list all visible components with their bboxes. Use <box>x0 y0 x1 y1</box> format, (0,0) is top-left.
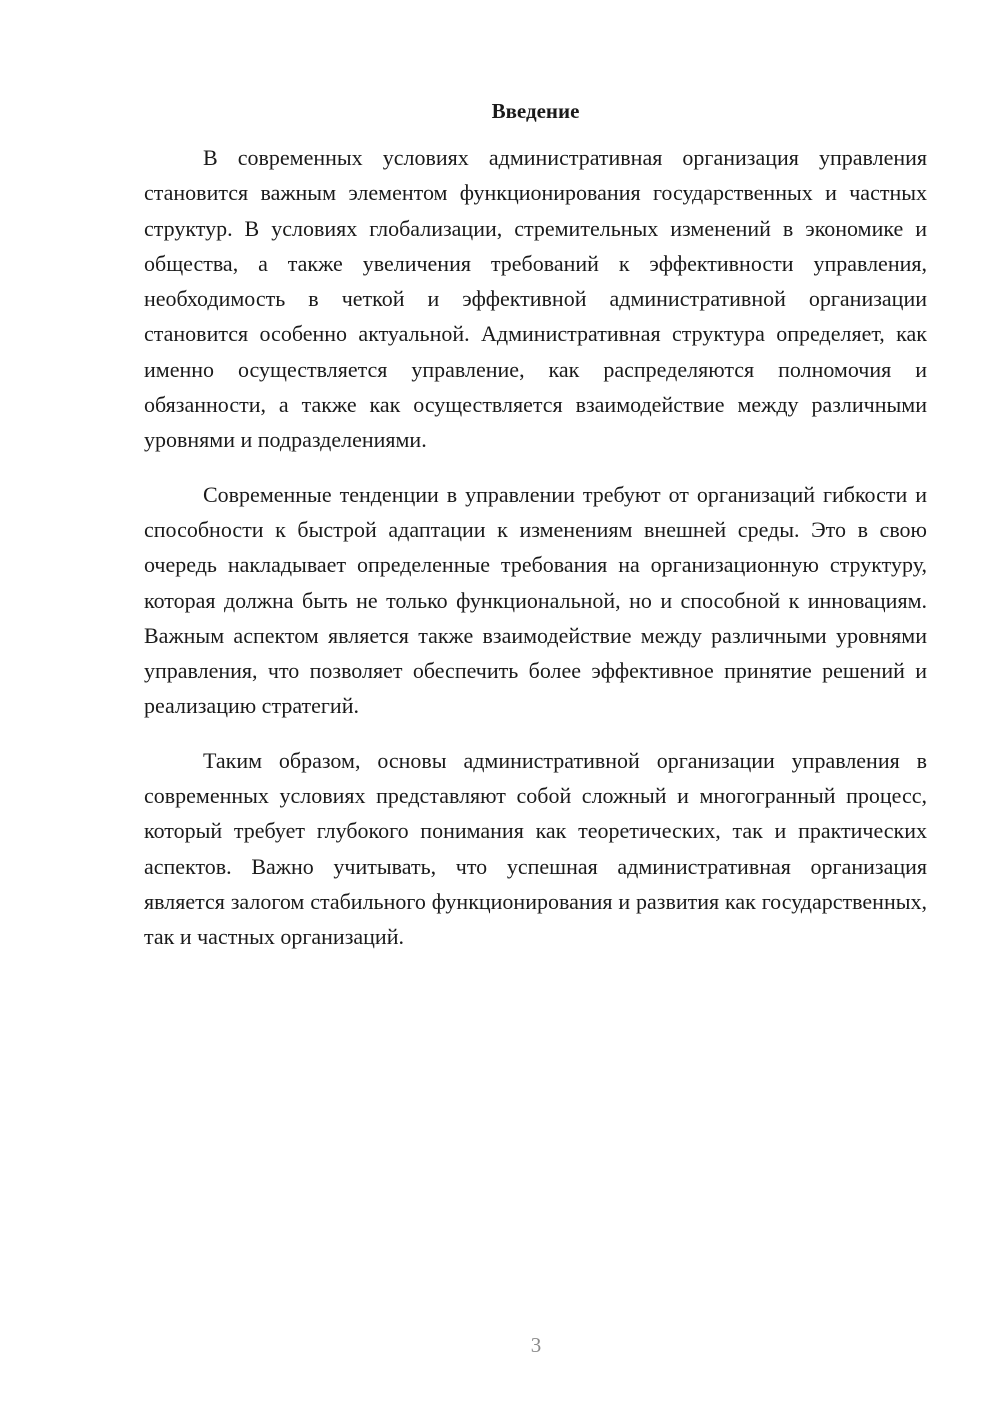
section-heading: Введение <box>491 99 580 123</box>
paragraph-3: Таким образом, основы административной организации управления в современных условиях представляют собой сложный и многогранный процесс, который требует глубокого понимания как теоретических, так и практических аспектов. Важно учитывать, что успешная административная организация является залогом стабильного функционирования и развития как государственных, так и частных организаций. <box>144 747 927 950</box>
page-content <box>144 96 927 955</box>
page-number: 3 <box>530 1333 542 1357</box>
paragraph-1: В современных условиях административная организация управления становится важным элементом функционирования государственных и частных структур. В условиях глобализации, стремительных изменений в экономике и общества, а также увеличения требований к эффективности управления, необходимость в четкой и эффективной административной организации становится особенно актуальной. Административная структура определяет, как именно осуществляется управление, как распределяются полномочия и обязанности, а также как осуществляется взаимодействие между различными уровнями и подразделениями. <box>144 145 927 453</box>
paragraph-2: Современные тенденции в управлении требуют от организаций гибкости и способности к быстрой адаптации к изменениям внешней среды. Это в свою очередь накладывает определенные требования на организационную структуру, которая должна быть не только функциональной, но и способной к инновациям. Важным аспектом является также взаимодействие между различными уровнями управления, что позволяет обеспечить более эффективное принятие решений и реализацию стратегий. <box>144 481 927 719</box>
